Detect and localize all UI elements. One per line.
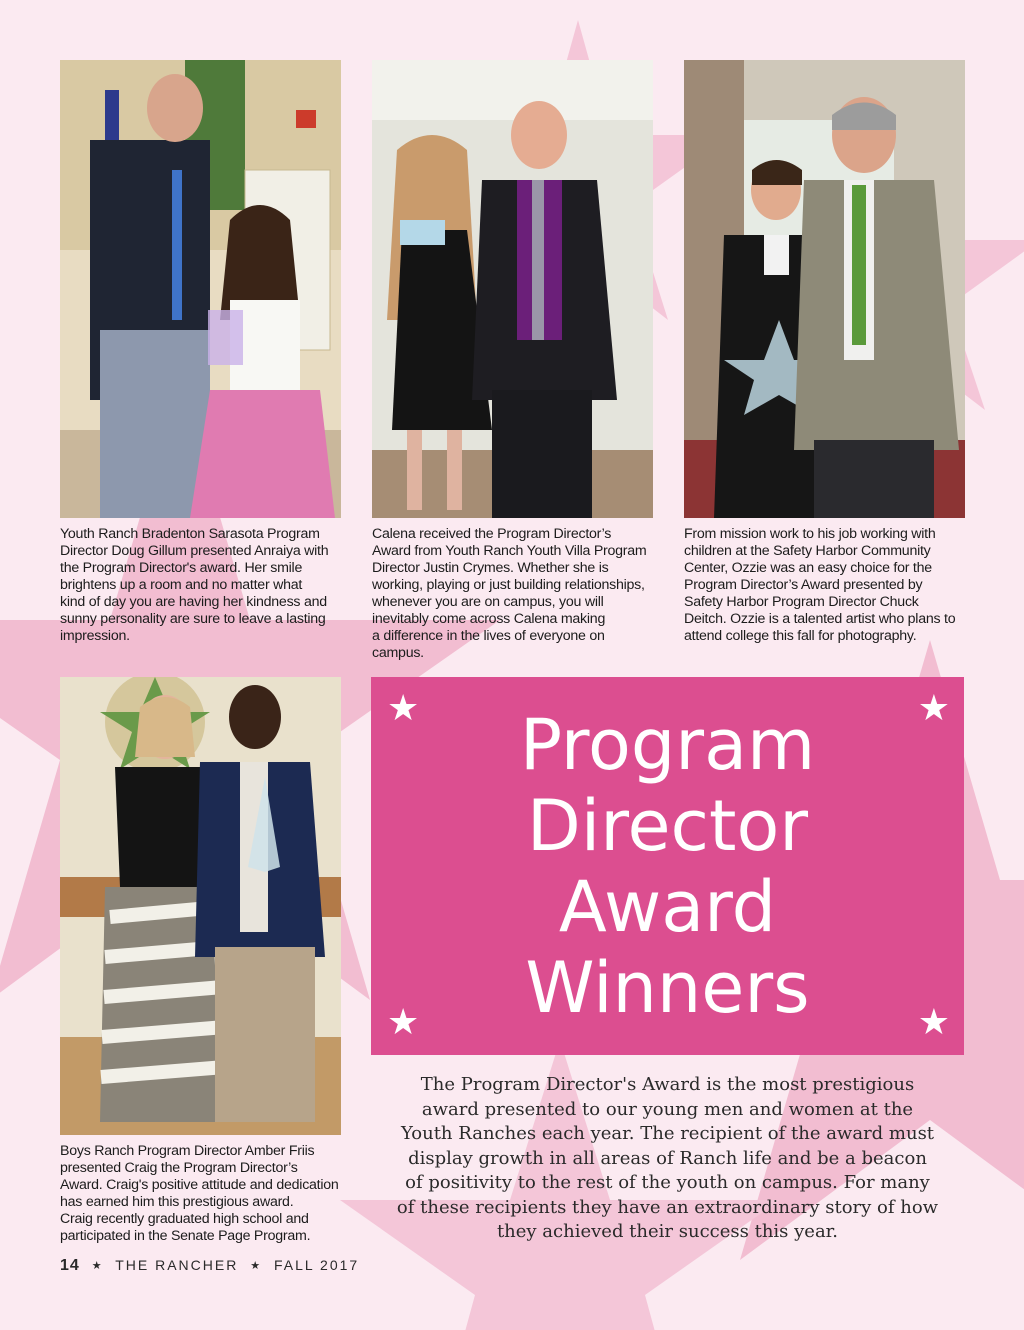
caption-line: whenever you are on campus, you will bbox=[372, 594, 604, 610]
intro-line: Youth Ranches each year. The recipient of the award must bbox=[400, 1123, 935, 1144]
caption-line: Director Doug Gillum presented Anraiya with bbox=[60, 543, 329, 559]
issue-date: FALL 2017 bbox=[273, 1257, 360, 1273]
star-separator-icon: ★ bbox=[91, 1260, 104, 1272]
caption-photo-4 bbox=[60, 1143, 355, 1245]
photo-amber-craig bbox=[60, 677, 341, 1135]
caption-line: kind of day you are having her kindness and bbox=[60, 594, 327, 610]
caption-line: Calena received the Program Director’s bbox=[372, 526, 612, 542]
photo-calena-justin bbox=[372, 60, 653, 518]
caption-line: Award from Youth Ranch Youth Villa Program bbox=[372, 543, 647, 559]
caption-line: Youth Ranch Bradenton Sarasota Program bbox=[60, 526, 320, 542]
caption-photo-2 bbox=[372, 526, 662, 662]
caption-photo-3 bbox=[684, 526, 974, 645]
caption-line: sunny personality are sure to leave a lasting bbox=[60, 611, 326, 627]
caption-line: attend college this fall for photography. bbox=[684, 628, 917, 644]
title-line: Program bbox=[519, 704, 816, 786]
intro-paragraph bbox=[371, 1073, 964, 1245]
caption-line: participated in the Senate Page Program. bbox=[60, 1228, 311, 1244]
caption-line: working, playing or just building relationships, bbox=[372, 577, 645, 593]
title-panel bbox=[371, 677, 964, 1055]
caption-line: a difference in the lives of everyone on bbox=[372, 628, 605, 644]
page-number: 14 bbox=[60, 1257, 80, 1274]
intro-line: award presented to our young men and women at the bbox=[421, 1098, 914, 1120]
caption-line: the Program Director's award. Her smile bbox=[60, 560, 303, 576]
caption-line: Center, Ozzie was an easy choice for the bbox=[684, 560, 932, 576]
caption-line: Craig recently graduated high school and bbox=[60, 1211, 309, 1227]
caption-line: Deitch. Ozzie is a talented artist who plans to bbox=[684, 611, 956, 627]
caption-line: impression. bbox=[60, 628, 130, 644]
star-icon: ★ bbox=[387, 1002, 420, 1043]
caption-line: Director Justin Crymes. Whether she is bbox=[372, 560, 609, 576]
intro-line: they achieved their success this year. bbox=[496, 1221, 839, 1242]
intro-line: of these recipients they have an extraordinary story of how bbox=[396, 1196, 939, 1218]
title-line: Director bbox=[526, 785, 809, 867]
caption-line: Boys Ranch Program Director Amber Friis bbox=[60, 1143, 315, 1159]
page-footer bbox=[60, 1257, 359, 1275]
photo-ozzie-chuck bbox=[684, 60, 965, 518]
caption-line: campus. bbox=[372, 645, 424, 661]
star-icon: ★ bbox=[917, 1002, 950, 1043]
caption-line: children at the Safety Harbor Community bbox=[684, 543, 931, 559]
caption-line: Award. Craig's positive attitude and dedication bbox=[60, 1177, 339, 1193]
caption-photo-1 bbox=[60, 526, 350, 645]
caption-line: inevitably come across Calena making bbox=[372, 611, 606, 627]
page-title bbox=[371, 705, 964, 1029]
star-icon: ★ bbox=[387, 688, 420, 729]
caption-line: presented Craig the Program Director’s bbox=[60, 1160, 298, 1176]
intro-line: of positivity to the rest of the youth on campus. For many bbox=[405, 1172, 930, 1193]
intro-line: display growth in all areas of Ranch life and be a beacon bbox=[408, 1147, 927, 1169]
star-separator-icon: ★ bbox=[250, 1260, 263, 1272]
title-line: Winners bbox=[525, 947, 810, 1029]
publication-name: THE RANCHER bbox=[115, 1257, 239, 1273]
caption-line: brightens up a room and no matter what bbox=[60, 577, 303, 593]
photo-doug-anraiya bbox=[60, 60, 341, 518]
star-icon: ★ bbox=[917, 688, 950, 729]
caption-line: Safety Harbor Program Director Chuck bbox=[684, 594, 919, 610]
intro-line: The Program Director's Award is the most prestigious bbox=[420, 1074, 915, 1095]
caption-line: Program Director’s Award presented by bbox=[684, 577, 923, 593]
title-line: Award bbox=[558, 866, 777, 948]
caption-line: From mission work to his job working with bbox=[684, 526, 936, 542]
caption-line: has earned him this prestigious award. bbox=[60, 1194, 294, 1210]
